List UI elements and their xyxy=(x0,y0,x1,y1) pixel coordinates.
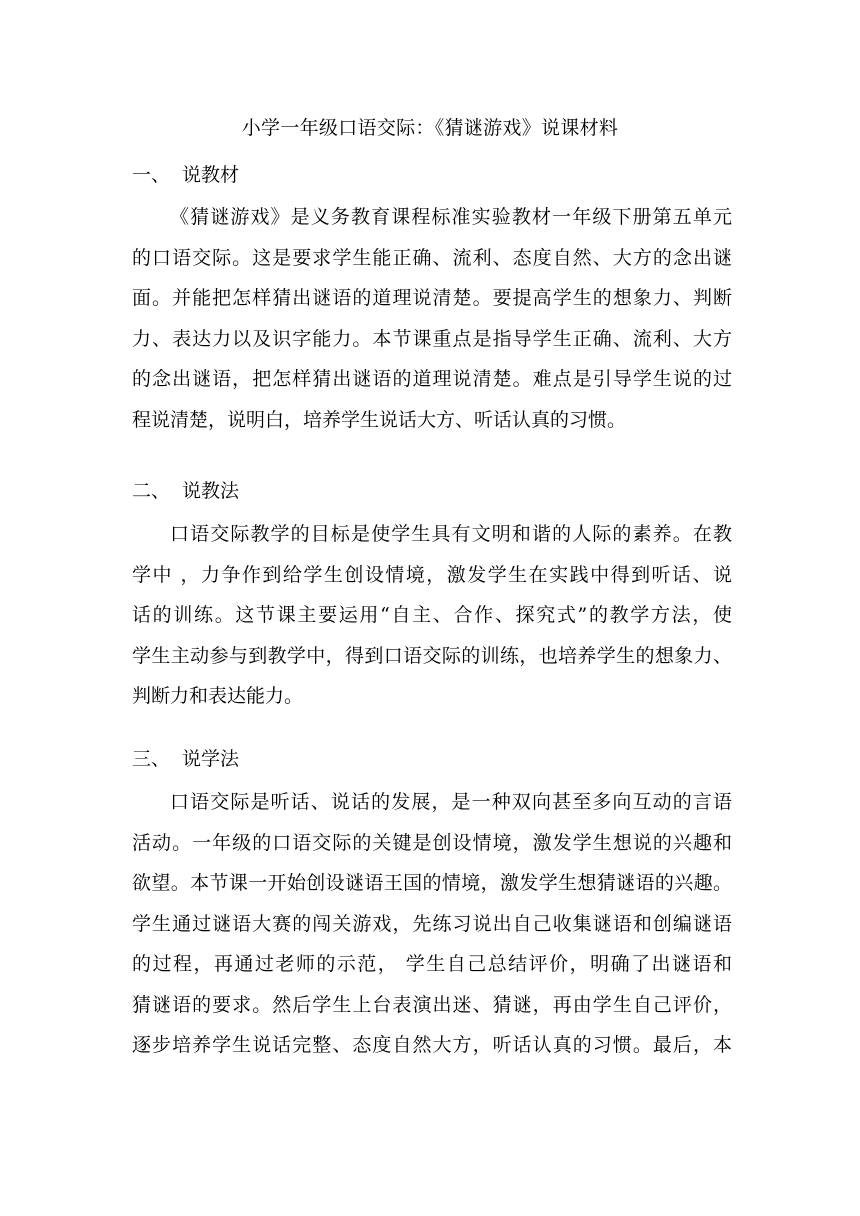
paragraph-line: 《猜谜游戏》是义务教育课程标准实验教材一年级下册第五单元 xyxy=(170,206,732,228)
document-title: 小学一年级口语交际：《猜谜游戏》说课材料 xyxy=(241,117,619,139)
paragraph-line: 学生通过谜语大赛的闯关游戏，先练习说出自己收集谜语和创编谜语 xyxy=(132,912,732,935)
section-title: 说教法 xyxy=(182,480,240,502)
section-number: 一、 xyxy=(132,164,171,186)
paragraph-learning-method xyxy=(132,782,732,1066)
paragraph-line: 判断力和表达能力。 xyxy=(132,685,304,707)
paragraph-line: 的口语交际。这是要求学生能正确、流利、态度自然、大方的念出谜 xyxy=(132,246,732,269)
section-heading-teaching-method xyxy=(132,476,239,506)
section-number: 二、 xyxy=(132,480,171,502)
paragraph-line: 面。并能把怎样猜出谜语的道理说清楚。要提高学生的想象力、判断 xyxy=(132,287,732,309)
paragraph-line: 猜谜语的要求。然后学生上台表演出迷、猜谜，再由学生自己评价， xyxy=(132,993,732,1016)
section-heading-learning-method xyxy=(132,744,239,774)
paragraph-line: 话的训练。这节课主要运用“自主、合作、探究式”的教学方法，使 xyxy=(132,604,732,626)
paragraph-line: 程说清楚，说明白，培养学生说话大方、听话认真的习惯。 xyxy=(132,408,627,431)
paragraph-teaching-method xyxy=(132,514,732,717)
paragraph-line: 的念出谜语，把怎样猜出谜语的道理说清楚。难点是引导学生说的过 xyxy=(132,368,732,390)
paragraph-line: 口语交际教学的目标是使学生具有文明和谐的人际的素养。在教 xyxy=(170,523,732,545)
paragraph-line: 逐步培养学生说话完整、态度自然大方，听话认真的习惯。最后，本 xyxy=(132,1034,732,1056)
section-title: 说学法 xyxy=(182,748,240,770)
paragraph-line: 学中 ，力争作到给学生创设情境，激发学生在实践中得到听话、说 xyxy=(132,563,732,586)
paragraph-line: 力、表达力以及识字能力。本节课重点是指导学生正确、流利、大方 xyxy=(132,327,732,350)
paragraph-textbook xyxy=(132,197,732,440)
paragraph-line: 学生主动参与到教学中，得到口语交际的训练，也培养学生的想象力、 xyxy=(132,644,732,667)
paragraph-line: 活动。一年级的口语交际的关键是创设情境，激发学生想说的兴趣和 xyxy=(132,831,732,854)
section-number: 三、 xyxy=(132,748,171,770)
paragraph-line: 欲望。本节课一开始创设谜语王国的情境，激发学生想猜谜语的兴趣。 xyxy=(132,872,732,894)
section-heading-textbook xyxy=(132,160,239,190)
paragraph-line: 的过程，再通过老师的示范， 学生自己总结评价，明确了出谜语和 xyxy=(132,953,732,975)
paragraph-line: 口语交际是听话、说话的发展，是一种双向甚至多向互动的言语 xyxy=(170,791,732,813)
section-title: 说教材 xyxy=(182,164,240,186)
